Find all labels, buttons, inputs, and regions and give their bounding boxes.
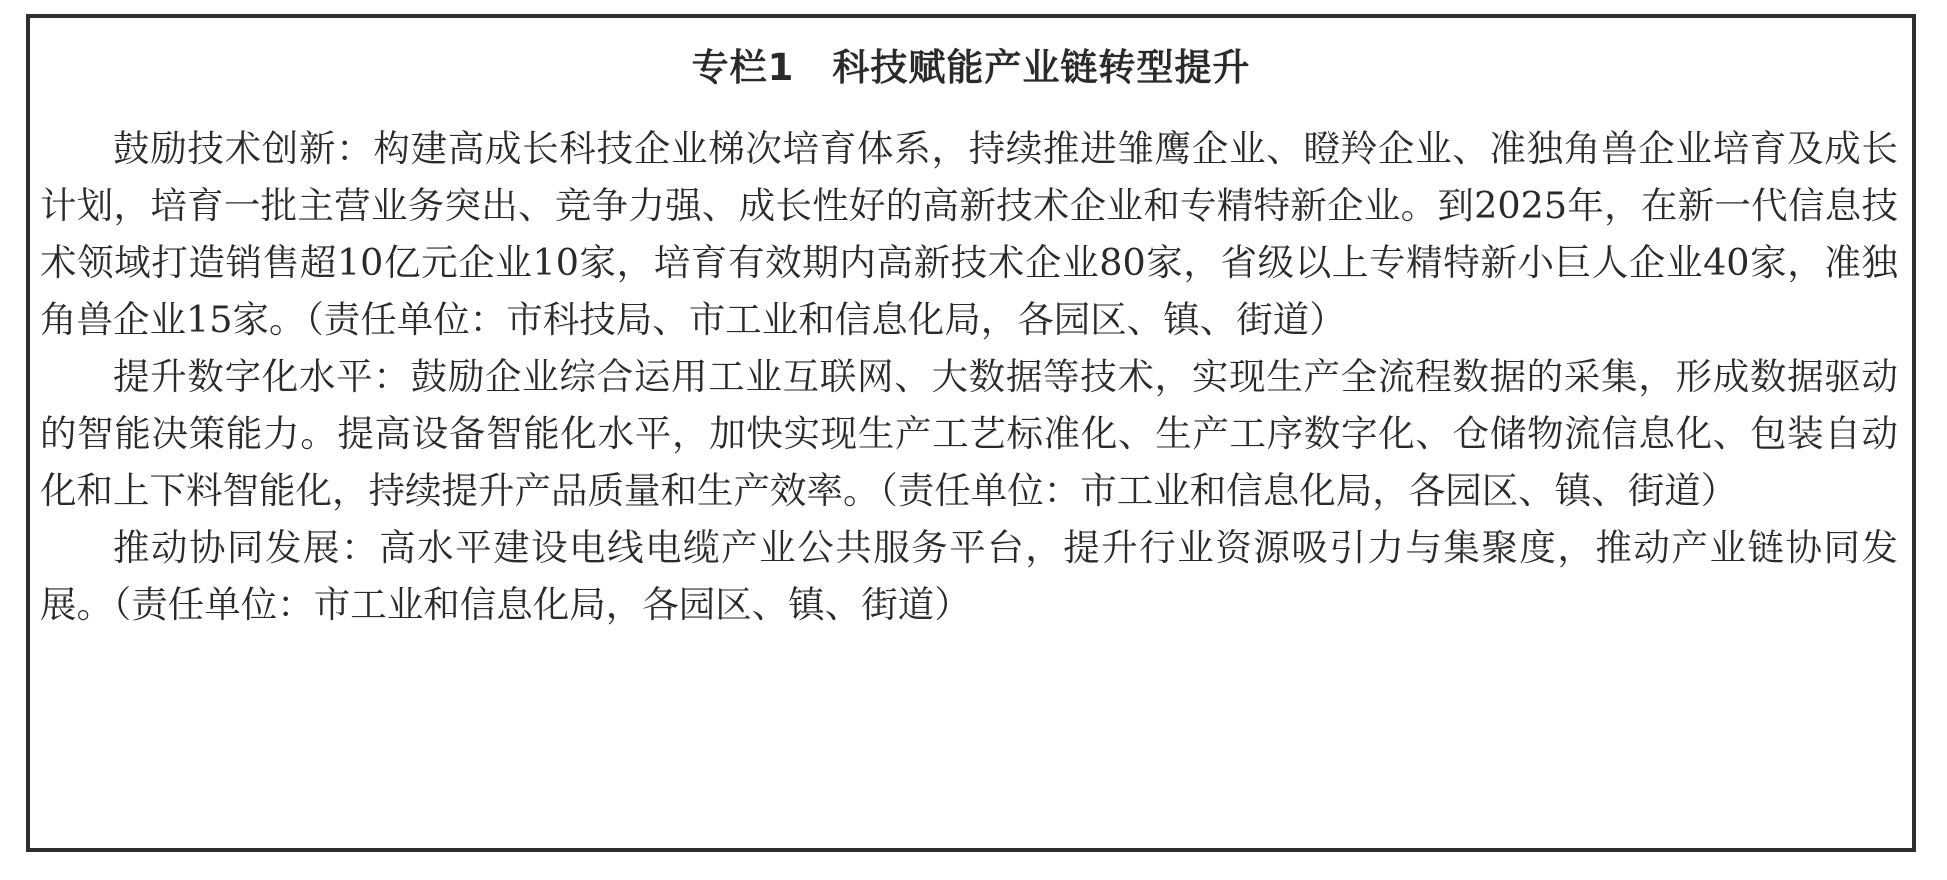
column-box <box>26 14 1916 852</box>
paragraph-collaboration: 推动协同发展：高水平建设电线电缆产业公共服务平台，提升行业资源吸引力与集聚度，推动产业链协同发展。（责任单位：市工业和信息化局，各园区、镇、街道） <box>40 526 1898 626</box>
column-body <box>40 120 1898 633</box>
paragraph-digitalization: 提升数字化水平：鼓励企业综合运用工业互联网、大数据等技术，实现生产全流程数据的采集，形成数据驱动的智能决策能力。提高设备智能化水平，加快实现生产工艺标准化、生产工序数字化、仓储物流信息化、包装自动化和上下料智能化，持续提升产品质量和生产效率。（责任单位：市工业和信息化局，各园区、镇、街道） <box>40 355 1898 512</box>
column-title: 专栏1 科技赋能产业链转型提升 <box>691 46 1251 89</box>
paragraph-innovation: 鼓励技术创新：构建高成长科技企业梯次培育体系，持续推进雏鹰企业、瞪羚企业、准独角兽企业培育及成长计划，培育一批主营业务突出、竞争力强、成长性好的高新技术企业和专精特新企业。到2025年，在新一代信息技术领域打造销售超10亿元企业10家，培育有效期内高新技术企业80家，省级以上专精特新小巨人企业40家，准独角兽企业15家。（责任单位：市科技局、市工业和信息化局，各园区、镇、街道） <box>40 127 1898 341</box>
